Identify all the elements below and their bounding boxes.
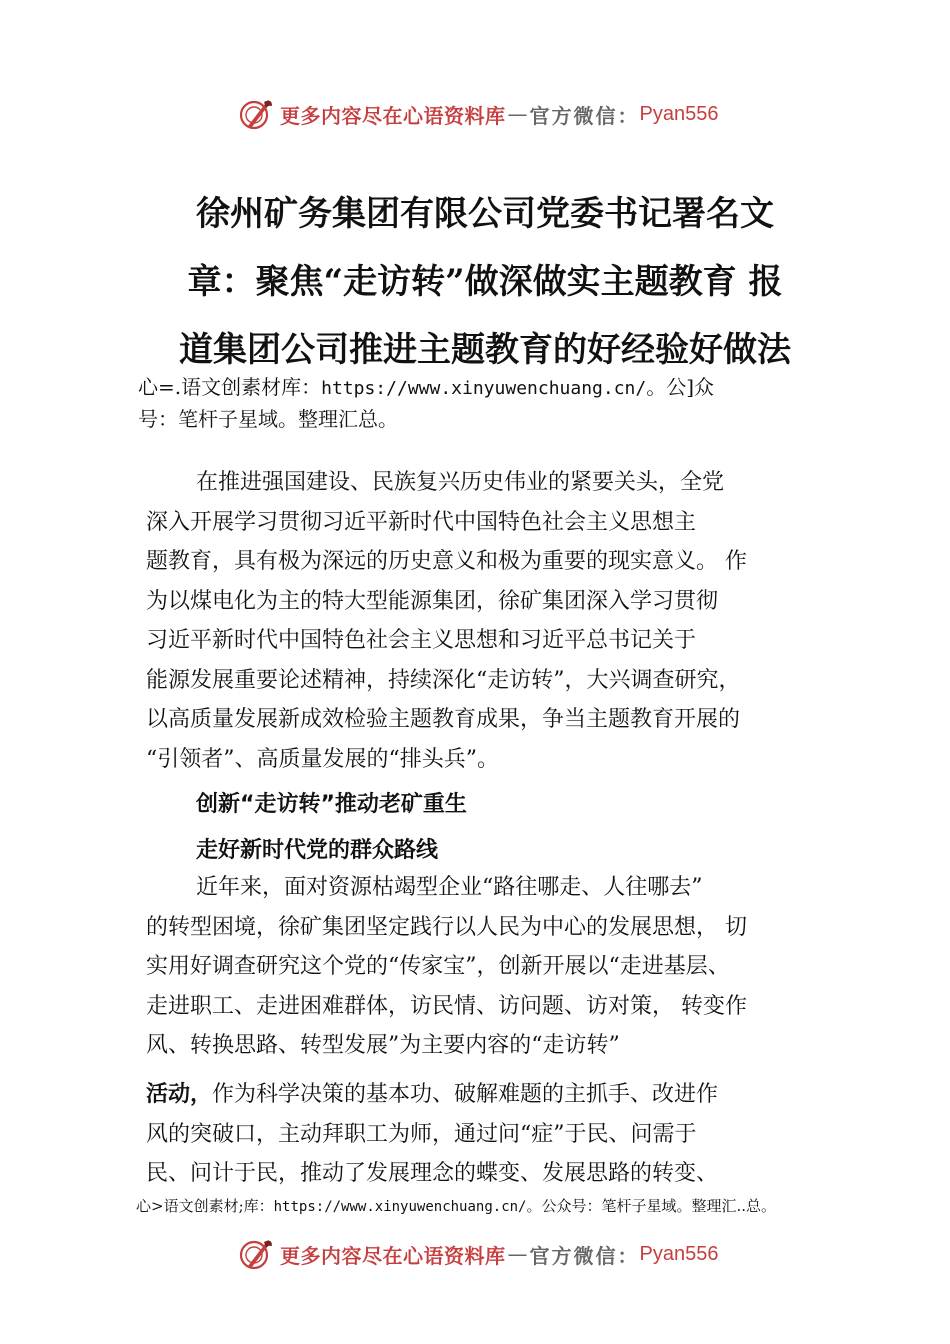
- paragraph-line: 为以煤电化为主的特大型能源集团，徐矿集团深入学习贯彻: [146, 588, 719, 614]
- section-heading: 创新“走访转”推动老矿重生: [196, 792, 467, 817]
- footer-prefix: 心>语文创素材;库：: [136, 1197, 274, 1215]
- source-prefix: 心=.语文创素材库：: [138, 375, 322, 399]
- banner-slogan: 更多内容尽在心语资料库: [280, 1243, 506, 1268]
- paragraph-line: 深入开展学习贯彻习近平新时代中国特色社会主义思想主: [146, 509, 697, 535]
- paragraph-line: 习近平新时代中国特色社会主义思想和习近平总书记关于: [146, 628, 697, 653]
- paragraph-line: 民、问计于民，推动了发展理念的蝶变、发展思路的转变、: [146, 1161, 719, 1186]
- quill-seal-icon: [238, 1236, 274, 1272]
- banner-wechat-label: 官方微信：: [529, 103, 640, 128]
- paragraph-line: 题教育，具有极为深远的历史意义和极为重要的现实意义。 作: [146, 549, 747, 574]
- banner-wechat-id: Pyan556: [639, 102, 719, 125]
- banner-separator: —: [507, 102, 528, 126]
- quill-seal-icon: [238, 96, 274, 132]
- top-banner: [238, 94, 758, 134]
- source-line-2: 号：笔杆子星域。整理汇总。: [138, 407, 398, 431]
- title-line: 章：聚焦“走访转”做深做实主题教育 报: [187, 262, 783, 302]
- paragraph-continued: [146, 1075, 826, 1194]
- paragraph-line: 的转型困境，徐矿集团坚定践行以人民为中心的发展思想， 切: [146, 914, 747, 940]
- banner-wechat-label: 官方微信：: [529, 1243, 640, 1268]
- footer-url: https://www.xinyuwenchuang.cn/: [273, 1199, 527, 1215]
- banner-slogan: 更多内容尽在心语资料库: [280, 103, 506, 128]
- paragraph-line: 实用好调查研究这个党的“传家宝”，创新开展以“走进基层、: [146, 954, 730, 979]
- banner-wechat-id: Pyan556: [639, 1242, 719, 1265]
- source-url: https://www.xinyuwenchuang.cn/: [321, 378, 647, 399]
- paragraph-body: [146, 868, 826, 1066]
- paragraph-line: 以高质量发展新成效检验主题教育成果，争当主题教育开展的: [146, 707, 741, 732]
- document-title: [140, 180, 830, 384]
- paragraph-line: 风、转换思路、转型发展”为主要内容的“走访转”: [146, 1033, 620, 1058]
- paragraph-line: 在推进强国建设、民族复兴历史伟业的紧要关头，全党: [196, 470, 725, 495]
- paragraph-line: 近年来，面对资源枯竭型企业“路往哪走、人往哪去”: [196, 875, 703, 900]
- title-line: 道集团公司推进主题教育的好经验好做法: [179, 330, 791, 370]
- paragraph-line: 作为科学决策的基本功、破解难题的主抓手、改进作: [212, 1082, 719, 1107]
- title-line: 徐州矿务集团有限公司党委书记署名文: [196, 194, 774, 234]
- paragraph-line: “引领者”、高质量发展的“排头兵”。: [146, 746, 499, 772]
- bottom-banner: [238, 1234, 758, 1274]
- bold-lead-text: 活动，: [146, 1082, 213, 1107]
- source-note: [138, 372, 838, 434]
- footer-source-note: [136, 1195, 856, 1216]
- footer-suffix: 。公众号：笔杆子星域。整理汇..总。: [526, 1197, 777, 1215]
- paragraph-intro: [146, 463, 826, 779]
- paragraph-line: 风的突破口，主动拜职工为师，通过问“症”于民、问需于: [146, 1121, 697, 1147]
- paragraph-line: 走进职工、走进困难群体，访民情、访问题、访对策， 转变作: [146, 993, 747, 1019]
- banner-separator: —: [507, 1242, 528, 1266]
- source-suffix: 。公]众: [646, 375, 715, 399]
- paragraph-line: 能源发展重要论述精神，持续深化“走访转”，大兴调查研究，: [146, 667, 741, 693]
- section-subheading: 走好新时代党的群众路线: [196, 838, 439, 863]
